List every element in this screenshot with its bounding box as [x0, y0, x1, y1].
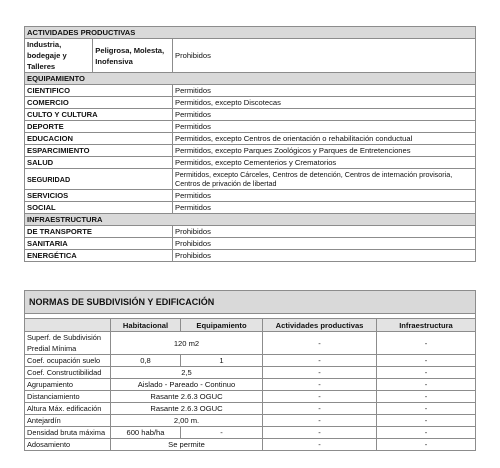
table-row: [25, 97, 476, 109]
row-inf-value: -: [377, 427, 476, 439]
row-label: Altura Máx. edificación: [25, 403, 111, 415]
table-row: [25, 190, 476, 202]
norms-title-row: [25, 291, 476, 314]
table-row: [25, 379, 476, 391]
productive-value: Prohibidos: [173, 39, 476, 73]
row-value: Permitidos: [173, 109, 476, 121]
row-ap-value: -: [263, 332, 377, 355]
row-span-value: 2,5: [111, 367, 263, 379]
row-label: CIENTIFICO: [25, 85, 173, 97]
table-row: [25, 169, 476, 190]
row-inf-value: -: [377, 367, 476, 379]
row-value: Permitidos, excepto Cárceles, Centros de detención, Centros de internación provisoria, Centros de privación de libertad: [173, 169, 476, 190]
productive-sub: Peligrosa, Molesta, Inofensiva: [93, 39, 173, 73]
row-label: Adosamiento: [25, 439, 111, 451]
row-label: ENERGÉTICA: [25, 250, 173, 262]
row-ap-value: -: [263, 415, 377, 427]
row-value: Permitidos: [173, 202, 476, 214]
table-row: [25, 391, 476, 403]
row-label: COMERCIO: [25, 97, 173, 109]
row-label: Antejardín: [25, 415, 111, 427]
row-ap-value: -: [263, 367, 377, 379]
table-row: [25, 39, 476, 73]
row-value: Permitidos: [173, 121, 476, 133]
table-row: [25, 109, 476, 121]
row-label: ESPARCIMIENTO: [25, 145, 173, 157]
table-row: [25, 250, 476, 262]
row-inf-value: -: [377, 403, 476, 415]
row-ap-value: -: [263, 427, 377, 439]
row-inf-value: -: [377, 415, 476, 427]
row-ap-value: -: [263, 391, 377, 403]
table-row: [25, 427, 476, 439]
row-value: Permitidos, excepto Cementerios y Crematorios: [173, 157, 476, 169]
table-row: [25, 226, 476, 238]
row-label: Distanciamiento: [25, 391, 111, 403]
row-label: DEPORTE: [25, 121, 173, 133]
row-label: Coef. Constructibilidad: [25, 367, 111, 379]
row-ap-value: -: [263, 439, 377, 451]
row-span-value: 120 m2: [111, 332, 263, 355]
row-label: Coef. ocupación suelo: [25, 355, 111, 367]
row-span-value: Rasante 2.6.3 OGUC: [111, 403, 263, 415]
col-habitacional: Habitacional: [111, 319, 181, 332]
norms-title: NORMAS DE SUBDIVISIÓN Y EDIFICACIÓN: [25, 291, 476, 314]
row-span-value: Se permite: [111, 439, 263, 451]
row-value: Permitidos: [173, 85, 476, 97]
row-value: Prohibidos: [173, 238, 476, 250]
row-inf-value: -: [377, 332, 476, 355]
row-inf-value: -: [377, 379, 476, 391]
row-label: DE TRANSPORTE: [25, 226, 173, 238]
table-row: [25, 85, 476, 97]
infra-header: INFRAESTRUCTURA: [25, 214, 476, 226]
productive-header: ACTIVIDADES PRODUCTIVAS: [25, 27, 476, 39]
table-row: [25, 439, 476, 451]
table-row: [25, 367, 476, 379]
row-value: Prohibidos: [173, 226, 476, 238]
row-label: CULTO Y CULTURA: [25, 109, 173, 121]
row-eq-value: -: [181, 427, 263, 439]
row-ap-value: -: [263, 403, 377, 415]
table-row: [25, 238, 476, 250]
row-label: SEGURIDAD: [25, 169, 173, 190]
land-use-table: [24, 26, 476, 262]
row-label: SOCIAL: [25, 202, 173, 214]
norms-table: [24, 290, 476, 451]
table-row: [25, 202, 476, 214]
table-row: [25, 403, 476, 415]
table-row: [25, 332, 476, 355]
col-equipamiento: Equipamiento: [181, 319, 263, 332]
row-label: EDUCACION: [25, 133, 173, 145]
row-label: SALUD: [25, 157, 173, 169]
table-row: [25, 145, 476, 157]
row-label: Agrupamiento: [25, 379, 111, 391]
productive-label: Industria, bodegaje y Talleres: [25, 39, 93, 73]
equipment-header: EQUIPAMIENTO: [25, 73, 476, 85]
row-span-value: 2,00 m.: [111, 415, 263, 427]
row-value: Permitidos, excepto Centros de orientación o rehabilitación conductual: [173, 133, 476, 145]
row-ap-value: -: [263, 379, 377, 391]
section-header-equipment: [25, 73, 476, 85]
row-span-value: Rasante 2.6.3 OGUC: [111, 391, 263, 403]
row-label: Densidad bruta máxima: [25, 427, 111, 439]
row-eq-value: 1: [181, 355, 263, 367]
row-value: Prohibidos: [173, 250, 476, 262]
row-label: Superf. de Subdivisión Predial Mínima: [25, 332, 111, 355]
col-infraestructura: Infraestructura: [377, 319, 476, 332]
table-row: [25, 157, 476, 169]
row-ap-value: -: [263, 355, 377, 367]
norms-header-row: [25, 319, 476, 332]
table-row: [25, 415, 476, 427]
row-label: SANITARIA: [25, 238, 173, 250]
row-value: Permitidos, excepto Discotecas: [173, 97, 476, 109]
row-label: SERVICIOS: [25, 190, 173, 202]
row-value: Permitidos: [173, 190, 476, 202]
row-inf-value: -: [377, 355, 476, 367]
row-inf-value: -: [377, 391, 476, 403]
col-actividades: Actividades productivas: [263, 319, 377, 332]
row-value: Permitidos, excepto Parques Zoológicos y Parques de Entretenciones: [173, 145, 476, 157]
table-row: [25, 133, 476, 145]
table-row: [25, 355, 476, 367]
row-span-value: Aislado - Pareado - Continuo: [111, 379, 263, 391]
corner-cell: [25, 319, 111, 332]
section-header-infra: [25, 214, 476, 226]
section-header-productive: [25, 27, 476, 39]
row-inf-value: -: [377, 439, 476, 451]
row-hab-value: 0,8: [111, 355, 181, 367]
row-hab-value: 600 hab/ha: [111, 427, 181, 439]
table-row: [25, 121, 476, 133]
